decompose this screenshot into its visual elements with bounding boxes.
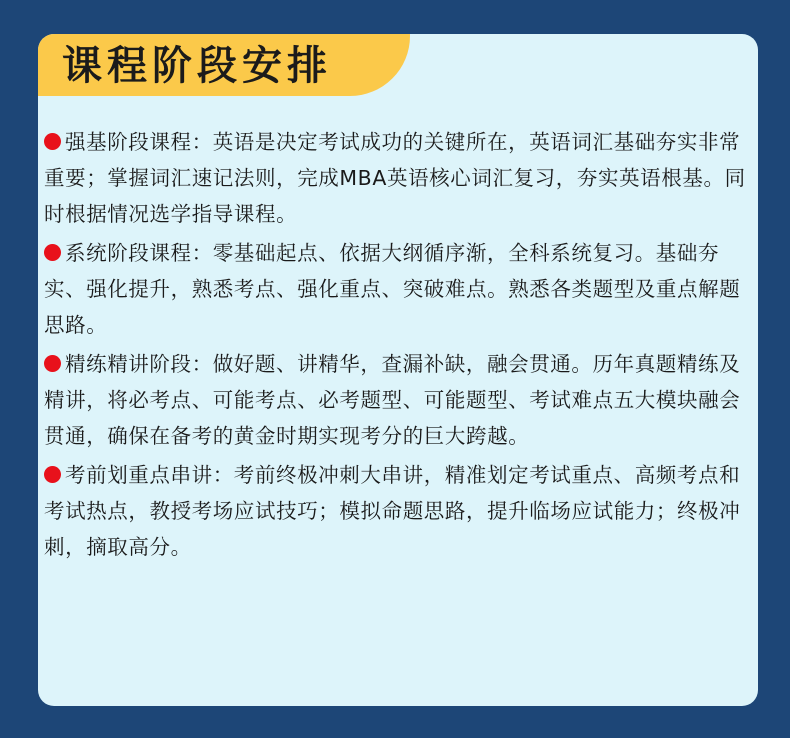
section-text: 系统阶段课程：零基础起点、依据大纲循序渐，全科系统复习。基础夯实、强化提升，熟悉考点、强化重点、突破难点。熟悉各类题型及重点解题思路。 [44,241,741,337]
red-dot-bullet-icon [44,133,61,150]
section-systematic [44,235,752,343]
red-dot-bullet-icon [44,244,61,261]
section-foundation [44,124,752,232]
section-text: 精练精讲阶段：做好题、讲精华，查漏补缺，融会贯通。历年真题精练及精讲，将必考点、可能考点、必考题型、可能题型、考试难点五大模块融会贯通，确保在备考的黄金时期实现考分的巨大跨越。 [44,352,741,448]
red-dot-bullet-icon [44,466,61,483]
course-card [38,34,758,706]
page-title: 课程阶段安排 [62,43,332,89]
course-content [44,124,752,568]
section-final-review [44,457,752,565]
section-text: 考前划重点串讲：考前终极冲刺大串讲，精准划定考试重点、高频考点和考试热点，教授考场应试技巧；模拟命题思路，提升临场应试能力；终极冲刺，摘取高分。 [44,463,741,559]
section-intensive [44,346,752,454]
title-banner [38,34,410,96]
red-dot-bullet-icon [44,355,61,372]
section-text: 强基阶段课程：英语是决定考试成功的关键所在，英语词汇基础夯实非常重要；掌握词汇速记法则，完成MBA英语核心词汇复习，夯实英语根基。同时根据情况选学指导课程。 [44,130,746,226]
